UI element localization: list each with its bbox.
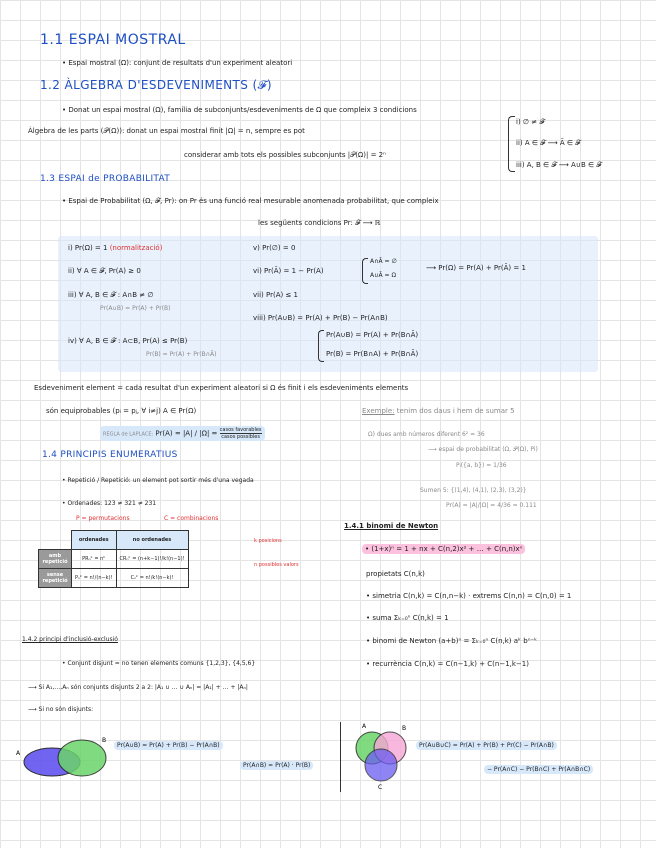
axiom-5: v) Pr(∅) = 0: [253, 244, 296, 252]
permutations-legend: P = permutacions: [76, 515, 130, 522]
n-note: n possibles valors: [254, 562, 299, 568]
condition-2: ii) A ∈ 𝓕 ⟶ Ā ∈ 𝓕: [516, 139, 581, 147]
union-formula-three-sets-cont: − Pr(A∩C) − Pr(B∩C) + Pr(A∩B∩C): [484, 765, 593, 774]
divider-line: [340, 722, 341, 792]
disjoint-union-rule: ⟶ Si A₁,…,Aₙ són conjunts disjunts 2 a 2: |A₁ ∪ … ∪ Aₙ| = |A₁| + … + |Aₙ|: [28, 684, 248, 691]
binomial-properties-title: propietats C(n,k): [366, 570, 425, 578]
col-header-unordered: no ordenades: [116, 531, 188, 550]
set-b-ellipse: [58, 740, 106, 776]
section-title-1-1: 1.1 ESPAI MOSTRAL: [40, 32, 186, 48]
axiom-6: vi) Pr(Ā) = 1 − Pr(A): [253, 267, 324, 275]
axiom-3: iii) ∀ A, B ∈ 𝓕 : A∩B ≠ ∅: [68, 291, 154, 299]
axiom-4: iv) ∀ A, B ∈ 𝓕 : A⊂B, Pr(A) ≤ Pr(B): [68, 337, 188, 345]
row-header-without-repetition: sense repetició: [39, 568, 72, 587]
probability-conditions-intro: les següents condicions Pr: 𝓕 ⟶ ℝ: [258, 219, 381, 227]
parts-algebra-line: Àlgebra de les parts (𝒫(Ω)): donat un espai mostral finit |Ω| = n, sempre es pot: [28, 127, 305, 135]
conditions-brace: [508, 116, 515, 172]
three-set-venn-diagram: [348, 718, 412, 790]
elementary-event-line-1: Esdeveniment element = cada resultat d'un experiment aleatori si Ω és finit i els esdeveniments elements: [34, 384, 409, 392]
b-decomposition: Pr(B) = Pr(B∩A) + Pr(B∩Ā): [326, 350, 419, 358]
disjoint-definition: • Conjunt disjunt = no tenen elements comuns {1,2,3}, {4,5,6}: [62, 660, 256, 667]
condition-3: iii) A, B ∈ 𝓕 ⟶ A∪B ∈ 𝓕: [516, 161, 602, 169]
algebra-definition: • Donat un espai mostral (Ω), família de subconjunts/esdeveniments de Ω que compleix 3 condicions: [62, 106, 417, 114]
axiom-4-sub: Pr(B) = Pr(A) + Pr(B∩Ā): [146, 351, 217, 358]
row-header-with-repetition: amb repetició: [39, 549, 72, 568]
binomial-formula: • (1+x)ⁿ = 1 + nx + C(n,2)x² + … + C(n,n)xⁿ: [362, 544, 525, 554]
complement-result: ⟶ Pr(Ω) = Pr(A) + Pr(Ā) = 1: [426, 264, 526, 272]
two-set-venn-diagram: [14, 730, 110, 786]
axiom-8: viii) Pr(A∪B) = Pr(A) + Pr(B) − Pr(A∩B): [253, 314, 388, 322]
complement-intersection: A∩Ā = ∅: [370, 258, 397, 265]
cell-ordered-with-repetition: PRₙᵏ = nᵏ: [72, 549, 117, 568]
cell-unordered-with-repetition: CRₙᵏ = (n+k−1)!/k!(n−1)!: [116, 549, 188, 568]
axiom-7: vii) Pr(A) ≤ 1: [253, 291, 298, 299]
counting-table: [38, 530, 189, 588]
example: Exemple: tenim dos daus i hem de sumar 5: [362, 407, 515, 415]
property-newton: • binomi de Newton (a+b)ⁿ = Σₖ₌₀ⁿ C(n,k) aᵏ bⁿ⁻ᵏ: [366, 637, 538, 645]
set-b3-label: B: [402, 725, 407, 732]
set-a3-label: A: [362, 723, 367, 730]
probability-space-definition: • Espai de Probabilitat (Ω, 𝓕, Pr): on Pr és una funció real mesurable anomenada probabilitat, que compleix: [62, 197, 439, 205]
complement-brace: [362, 258, 368, 284]
example-line-3: ⟶ espai de probabilitat (Ω, 𝒫(Ω), Pi): [428, 446, 538, 453]
section-title-1-2: 1.2 ÀLGEBRA D'ESDEVENIMENTS (𝓕): [40, 78, 272, 92]
k-note: k posicions: [254, 538, 282, 544]
example-line-2: Ω) dues amb números diferent 6² = 36: [368, 431, 485, 438]
set-b-label: B: [102, 737, 107, 744]
axiom-1: i) Pr(Ω) = 1 (normalització): [68, 244, 163, 252]
set-c3-label: C: [378, 784, 383, 790]
section-title-1-4-1: 1.4.1 binomi de Newton: [344, 522, 439, 530]
example-line-5: Sumen 5: {(1,4), (4,1), (2,3), (3,2)}: [420, 487, 527, 494]
property-recurrence: • recurrència C(n,k) = C(n−1,k) + C(n−1,k−1): [366, 660, 529, 668]
ordered-definition: • Ordenades: 123 ≠ 321 ≠ 231: [62, 500, 157, 507]
property-symmetry: • simetria C(n,k) = C(n,n−k) · extrems C(n,n) = C(n,0) = 1: [366, 592, 572, 600]
property-sum: • suma Σₖ₌₀ⁿ C(n,k) = 1: [366, 614, 449, 622]
example-line-4: Pᵢ({a, b}) = 1/36: [456, 462, 507, 469]
cell-unordered-without-repetition: Cₙᵏ = n!/k!(n−k)!: [116, 568, 188, 587]
non-disjoint-rule: ⟶ Si no són disjunts:: [28, 706, 94, 713]
complement-union: A∪Ā = Ω: [370, 272, 397, 279]
col-header-ordered: ordenades: [72, 531, 117, 550]
condition-1: i) ∅ ≠ 𝓕: [516, 118, 545, 126]
example-line-6: Pr(A) = |A|/|Ω| = 4/36 = 0.111: [446, 502, 537, 509]
axiom-2: ii) ∀ A ∈ 𝓕, Pr(A) ≥ 0: [68, 267, 141, 275]
union-formula-three-sets: Pr(A∪B∪C) = Pr(A) + Pr(B) + Pr(C) − Pr(A∩B): [416, 741, 557, 750]
parts-algebra-size: considerar amb tots els possibles subconjunts |𝒫(Ω)| = 2ⁿ: [184, 151, 386, 159]
elementary-event-line-2: són equiprobables (pᵢ = pⱼ, ∀ i≠j) A ∈ Pr(Ω): [46, 407, 197, 415]
laplace-rule: REGLA de LAPLACE: Pr(A) = |A| / |Ω| = casos favorables casos possibles: [100, 426, 265, 441]
union-formula-two-sets: Pr(A∪B) = Pr(A) + Pr(B) − Pr(A∩B): [114, 741, 223, 750]
combinations-legend: C = combinacions: [164, 515, 219, 522]
cell-ordered-without-repetition: Pₙᵏ = n!/(n−k)!: [72, 568, 117, 587]
axiom-3-sub: Pr(A∪B) = Pr(A) + Pr(B): [100, 305, 171, 312]
set-c-circle: [365, 749, 397, 781]
section-title-1-3: 1.3 ESPAI de PROBABILITAT: [40, 174, 171, 184]
set-a-label: A: [16, 750, 21, 757]
repetition-definition: • Repetició / Repetició: un element pot sortir més d'una vegada: [62, 477, 254, 484]
section-title-1-4: 1.4 PRINCIPIS ENUMERATIUS: [42, 450, 178, 460]
independence-formula: Pr(A∩B) = Pr(A) · Pr(B): [240, 761, 313, 770]
union-decomposition: Pr(A∪B) = Pr(A) + Pr(B∩Ā): [326, 331, 419, 339]
sample-space-definition: • Espai mostral (Ω): conjunt de resultats d'un experiment aleatori: [62, 59, 293, 67]
section-title-1-4-2: 1.4.2 principi d'inclusió-exclusió: [22, 636, 118, 643]
union-brace: [318, 330, 324, 362]
